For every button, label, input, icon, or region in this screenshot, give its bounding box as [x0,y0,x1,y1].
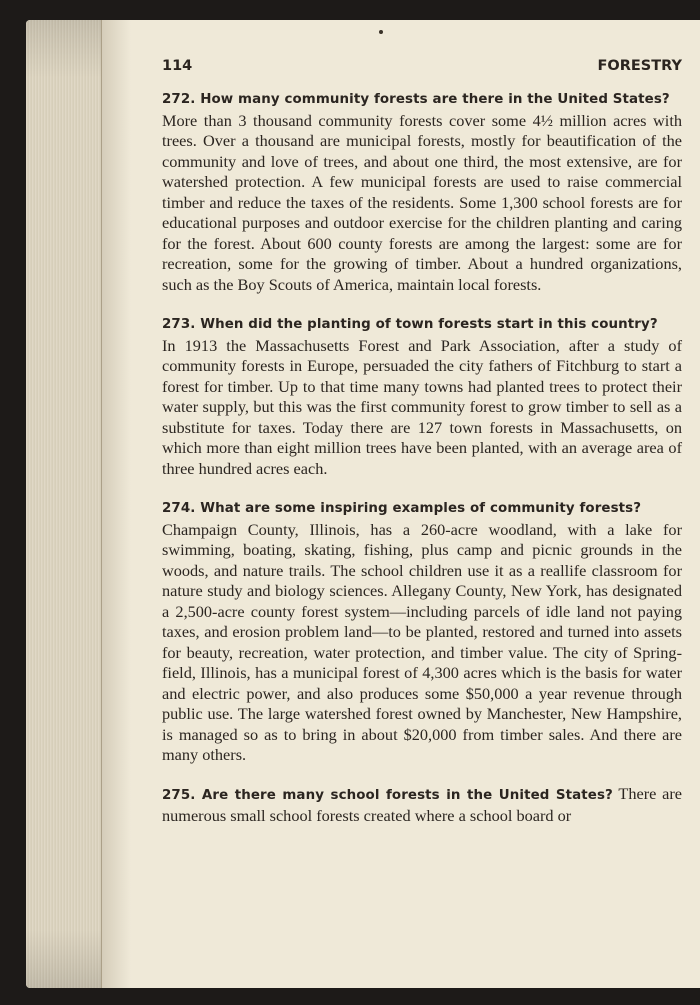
running-header [162,58,682,88]
page-edges [26,20,102,988]
question-heading: 274. What are some inspiring examples of community forests? [162,501,642,516]
answer-text: There are numerous small school forests created where a school board or [162,783,682,825]
qa-section-274 [162,497,682,766]
answer-text: In 1913 the Massachusetts Forest and Park Association, after a study of community forests in Europe, persuaded the city fathers of Fitchburg to start a forest for timber. Up to that time many towns had planted trees to protect their water supply, but this was the first community forest to grow timber to sell as a substitute for taxes. Today there are 127 town forests in Massachusetts, on which more than eight million trees have been planted, with an average area of three hundred acres each. [162,335,682,478]
gutter-shadow [101,20,131,988]
question-heading: 273. When did the planting of town forests start in this country? [162,317,658,332]
answer-text: More than 3 thousand community forests cover some 4½ million acres with trees. Over a thousand are municipal forests, mostly for beautification of the community and love of trees, and about one third, the most extensive, are for watershed protection. A few municipal forests are used to raise commercial timber and reduce the taxes of the residents. Some 1,300 school forests are for educational purposes and outdoor exercise for the children planting and caring for the forest. About 600 county forests are among the largest: some are for recreation, some for the growing of timber. About a hundred organizations, such as the Boy Scouts of America, maintain local forests. [162,110,682,294]
question-heading: 275. Are there many school forests in the United States? [162,787,613,803]
running-title: FORESTRY [597,58,682,74]
ink-mark [379,30,383,34]
qa-section-273 [162,313,682,479]
page-number: 114 [162,58,193,74]
question-heading: 272. How many community forests are there in the United States? [162,92,670,107]
answer-text: Champaign County, Illinois, has a 260-acre woodland, with a lake for swimming, boating, skating, fishing, plus camp and picnic grounds in the woods, and nature trails. The school children use it as a reallife classroom for nature study and biology sciences. Allegany County, New York, has designated a 2,500-acre county forest system—including parcels of idle land not paying taxes, and erosion problem land—to be planted, restored and turned into assets for beauty, recreation, water protection, and timber value. The city of Springfield, Illinois, has a municipal forest of 4,300 acres which is the basis for water and electric power, and also produces some $50,000 a year revenue through public use. The large watershed forest owned by Manchester, New Hampshire, is managed so as to bring in about $20,000 from timber sales. And there are many others. [162,519,682,764]
qa-section-275 [162,784,682,827]
qa-section-272 [162,88,682,295]
page-content [162,58,682,845]
